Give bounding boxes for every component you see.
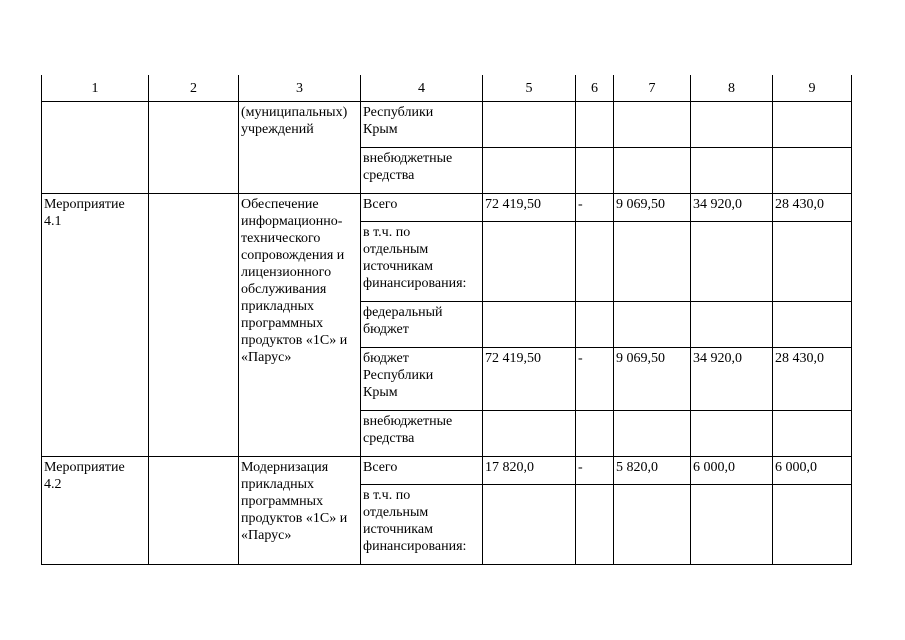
value-cell	[483, 411, 576, 457]
value-cell: -	[576, 194, 614, 222]
value-cell: 28 430,0	[773, 194, 852, 222]
value-cell: 72 419,50	[483, 348, 576, 411]
value-cell	[773, 148, 852, 194]
executor-cell	[149, 194, 239, 457]
source-label: в т.ч. по отдельным источникам финансирования:	[361, 485, 483, 565]
value-cell	[691, 222, 773, 302]
value-cell	[773, 485, 852, 565]
source-label: Всего	[361, 457, 483, 485]
value-cell	[483, 222, 576, 302]
value-cell	[576, 411, 614, 457]
value-cell	[691, 485, 773, 565]
source-label: внебюджетные средства	[361, 411, 483, 457]
source-label: в т.ч. по отдельным источникам финансирования:	[361, 222, 483, 302]
value-cell: 6 000,0	[691, 457, 773, 485]
value-cell	[483, 148, 576, 194]
value-cell: 72 419,50	[483, 194, 576, 222]
value-cell	[483, 485, 576, 565]
table-row	[42, 102, 852, 148]
value-cell	[576, 302, 614, 348]
header-cell: 7	[614, 75, 691, 102]
value-cell: 6 000,0	[773, 457, 852, 485]
value-cell	[773, 411, 852, 457]
value-cell	[483, 302, 576, 348]
header-cell: 1	[42, 75, 149, 102]
value-cell	[576, 102, 614, 148]
source-label: Республики Крым	[361, 102, 483, 148]
value-cell	[614, 485, 691, 565]
value-cell	[773, 102, 852, 148]
value-cell	[483, 102, 576, 148]
header-cell: 9	[773, 75, 852, 102]
table-row	[42, 457, 852, 485]
value-cell: 17 820,0	[483, 457, 576, 485]
measure-name-cell: Мероприятие 4.2	[42, 457, 149, 565]
value-cell	[614, 102, 691, 148]
value-cell	[691, 102, 773, 148]
header-cell: 6	[576, 75, 614, 102]
value-cell	[614, 302, 691, 348]
financing-table	[41, 75, 852, 565]
header-row	[42, 75, 852, 102]
value-cell	[614, 222, 691, 302]
value-cell: 28 430,0	[773, 348, 852, 411]
table-row	[42, 194, 852, 222]
value-cell	[691, 302, 773, 348]
executor-cell	[149, 102, 239, 194]
header-cell: 5	[483, 75, 576, 102]
value-cell: 34 920,0	[691, 194, 773, 222]
source-label: федеральный бюджет	[361, 302, 483, 348]
value-cell	[576, 222, 614, 302]
value-cell	[576, 148, 614, 194]
source-label: внебюджетные средства	[361, 148, 483, 194]
value-cell	[691, 411, 773, 457]
executor-cell	[149, 457, 239, 565]
value-cell	[773, 222, 852, 302]
header-cell: 3	[239, 75, 361, 102]
value-cell: 9 069,50	[614, 348, 691, 411]
source-label: бюджет Республики Крым	[361, 348, 483, 411]
header-cell: 4	[361, 75, 483, 102]
header-cell: 2	[149, 75, 239, 102]
value-cell	[614, 148, 691, 194]
value-cell: 9 069,50	[614, 194, 691, 222]
value-cell: 34 920,0	[691, 348, 773, 411]
value-cell: -	[576, 457, 614, 485]
value-cell	[576, 485, 614, 565]
measure-description: (муниципальных) учреждений	[239, 102, 361, 194]
header-cell: 8	[691, 75, 773, 102]
measure-description: Модернизация прикладных программных продуктов «1С» и «Парус»	[239, 457, 361, 565]
measure-name-cell	[42, 102, 149, 194]
value-cell	[614, 411, 691, 457]
value-cell	[773, 302, 852, 348]
measure-name-cell: Мероприятие 4.1	[42, 194, 149, 457]
value-cell	[691, 148, 773, 194]
value-cell: 5 820,0	[614, 457, 691, 485]
source-label: Всего	[361, 194, 483, 222]
measure-description: Обеспечение информационно- технического сопровождения и лицензионного обслуживания прикладных программных продуктов «1С» и «Парус»	[239, 194, 361, 457]
value-cell: -	[576, 348, 614, 411]
